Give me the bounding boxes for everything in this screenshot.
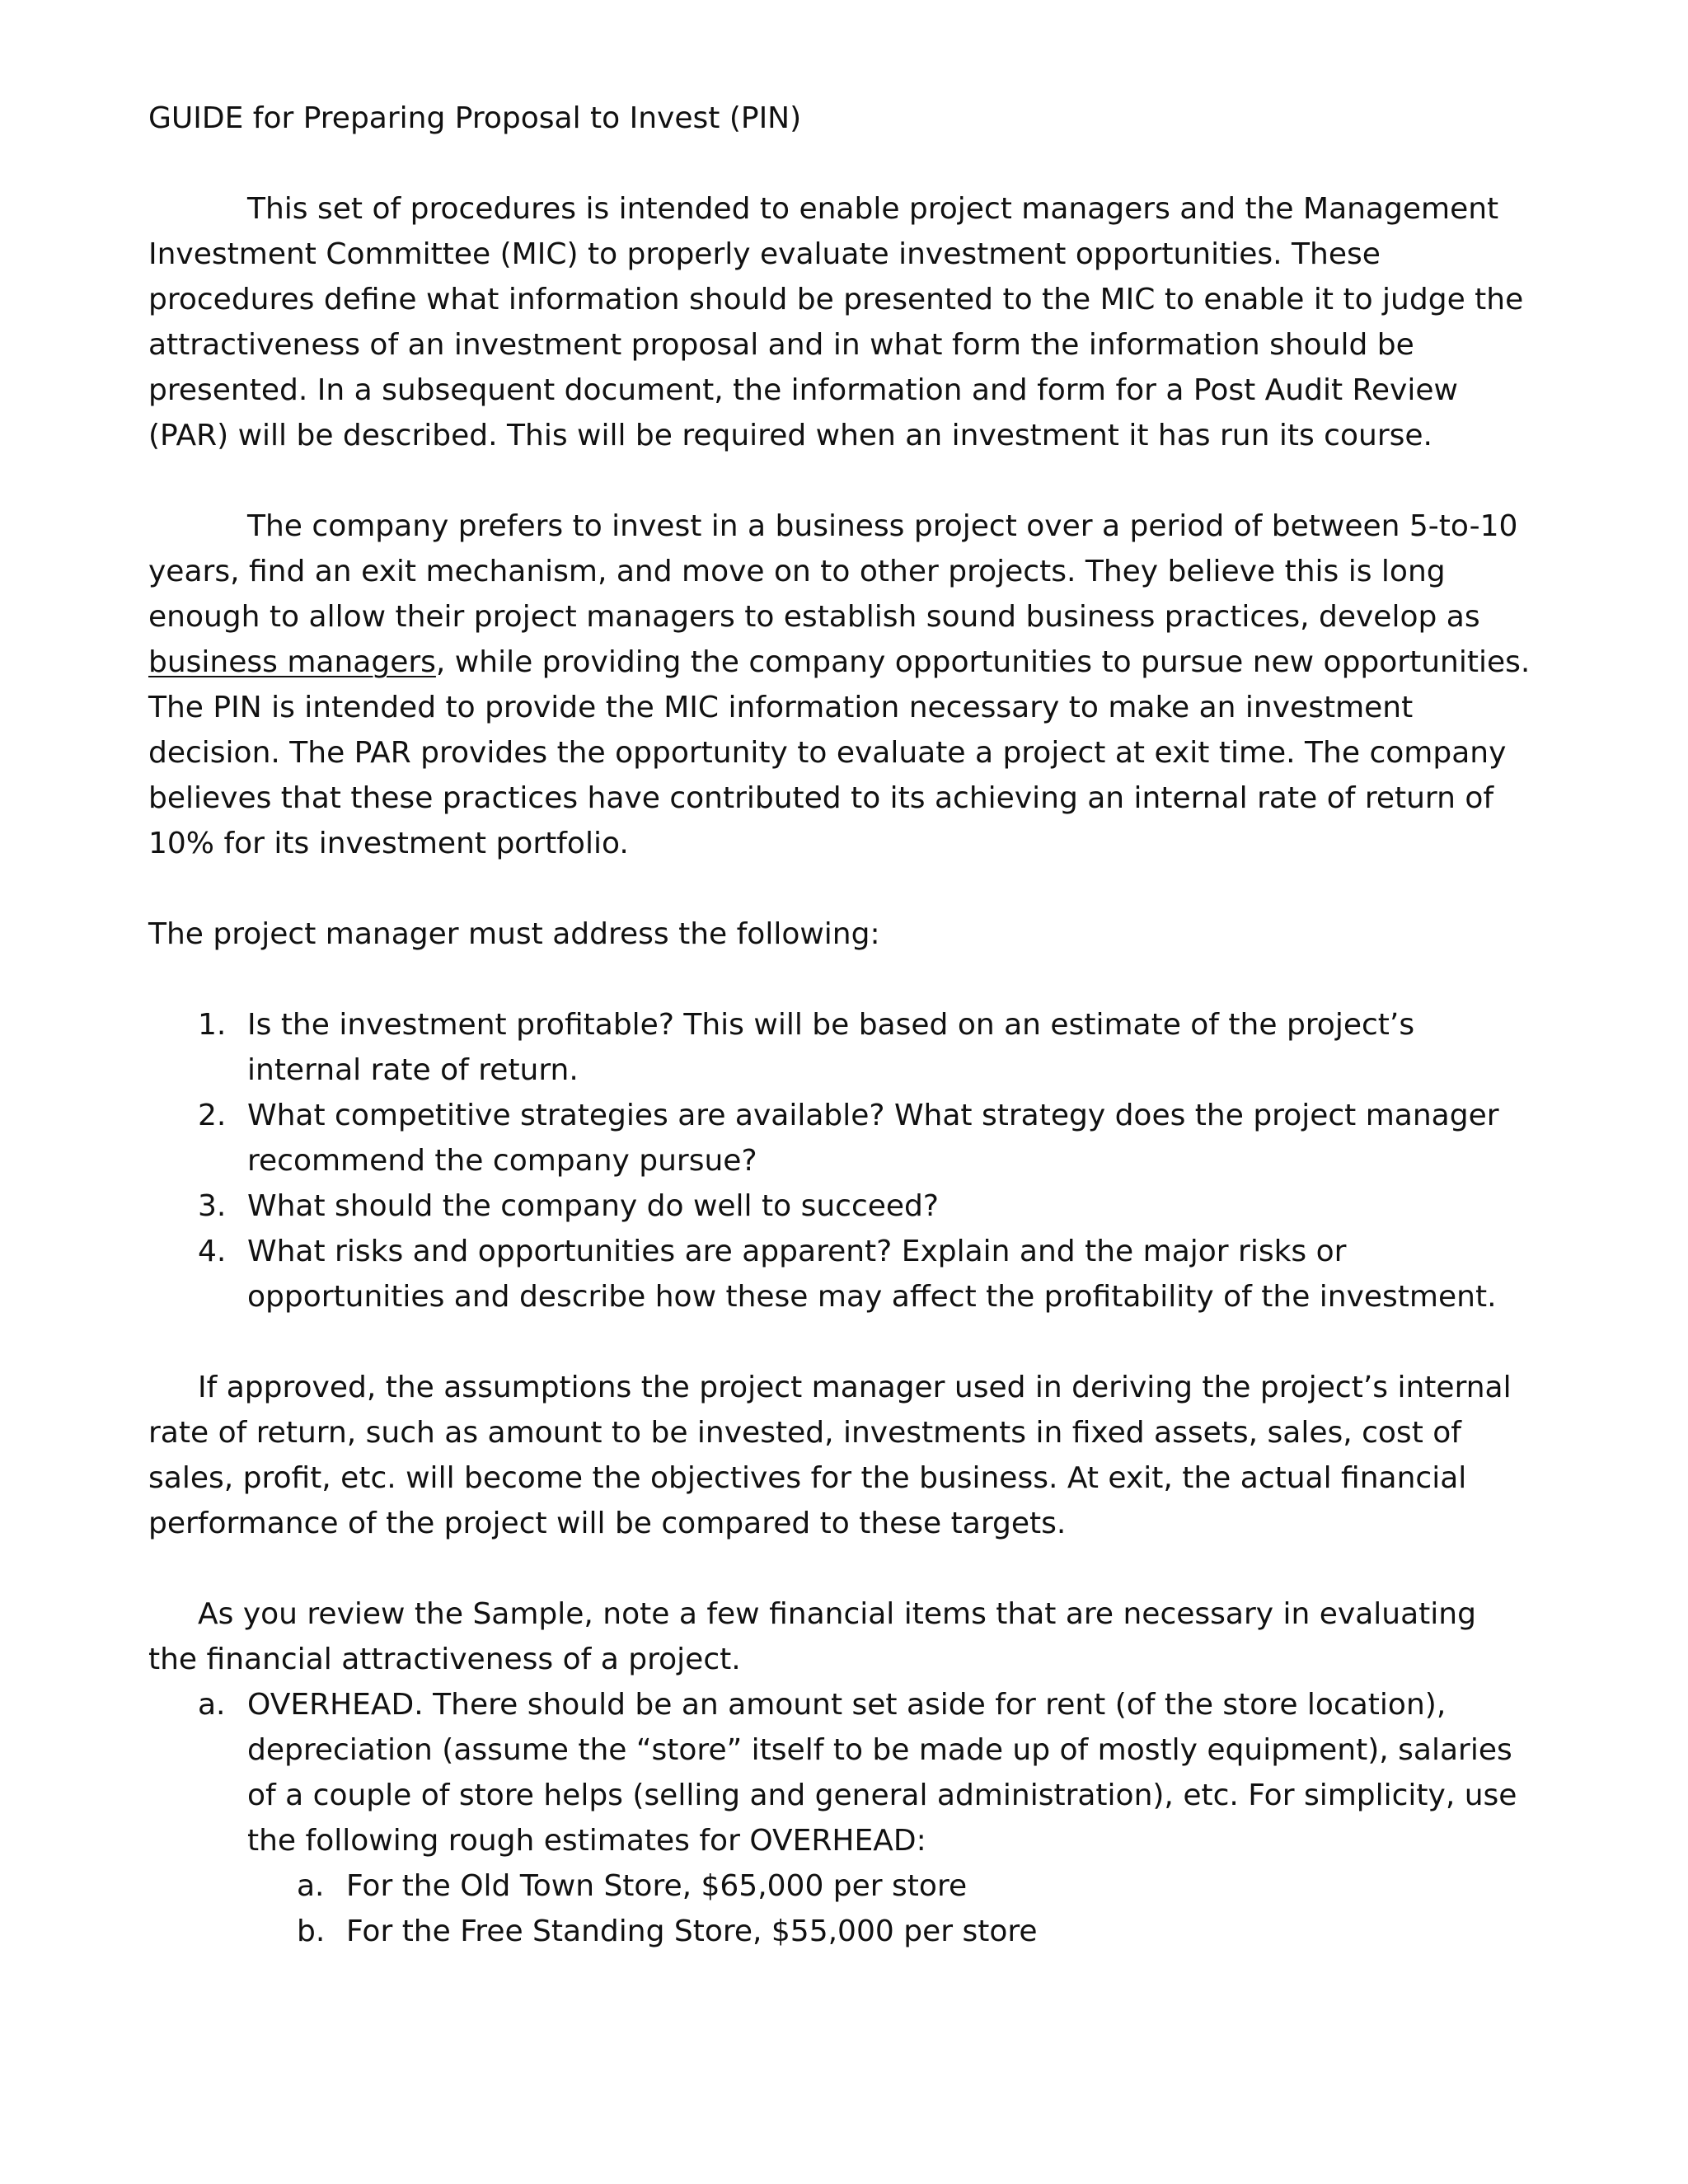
requirement-text: Is the investment profitable? This will be based on an estimate of the project’s internal rate of return.: [247, 1008, 1415, 1087]
document-title: GUIDE for Preparing Proposal to Invest (PIN): [148, 101, 802, 135]
requirement-text: What should the company do well to succeed?: [247, 1189, 939, 1223]
list-marker: 1.: [198, 1008, 227, 1042]
requirement-item: [148, 1229, 1533, 1319]
financial-items-list: [148, 1682, 1533, 1954]
overhead-item: [148, 1682, 1533, 1954]
list-marker: b.: [297, 1915, 326, 1948]
company-paragraph-text-before: The company prefers to invest in a business project over a period of between 5-to-10 years, find an exit mechanism, and move on to other projects. They believe this is long enough to allow their project managers to establish sound business practices, develop as: [148, 509, 1518, 634]
requirement-item: [148, 1093, 1533, 1183]
address-intro: The project manager must address the following:: [148, 917, 880, 951]
business-managers-underlined-text: business managers: [148, 645, 436, 679]
company-paragraph-text-after: , while providing the company opportunities to pursue new opportunities. The PIN is intended to provide the MIC information necessary to make an investment decision. The PAR provides the opportunity to evaluate a project at exit time. The company believes that these practices have contributed to its achieving an internal rate of return of 10% for its investment portfolio.: [148, 645, 1531, 860]
list-marker: 4.: [198, 1235, 227, 1268]
requirement-item: [148, 1183, 1533, 1229]
requirement-item: [148, 1002, 1533, 1093]
list-marker: 2.: [198, 1099, 227, 1132]
approval-paragraph: If approved, the assumptions the project manager used in deriving the project’s internal rate of return, such as amount to be invested, investments in fixed assets, sales, cost of sales, profit, etc. will become the objectives for the business. At exit, the actual financial performance of the project will be compared to these targets.: [148, 1371, 1512, 1540]
overhead-estimate-text: For the Free Standing Store, $55,000 per store: [346, 1915, 1038, 1948]
requirement-text: What competitive strategies are available? What strategy does the project manager recommend the company pursue?: [247, 1099, 1499, 1178]
list-marker: 3.: [198, 1189, 227, 1223]
overhead-estimates-list: [247, 1863, 1533, 1954]
document-content: [148, 96, 1533, 1954]
company-paragraph: [148, 504, 1533, 866]
overhead-estimate-item: [247, 1909, 1533, 1954]
overhead-estimate-text: For the Old Town Store, $65,000 per store: [346, 1869, 968, 1903]
sample-paragraph: As you review the Sample, note a few financial items that are necessary in evaluating the financial attractiveness of a project.: [148, 1597, 1476, 1676]
list-marker: a.: [198, 1688, 226, 1722]
overhead-text: OVERHEAD. There should be an amount set aside for rent (of the store location), depreciation (assume the “store” itself to be made up of mostly equipment), salaries of a couple of store helps (selling and general administration), etc. For simplicity, use the following rough estimates for OVERHEAD:: [247, 1688, 1517, 1858]
requirements-list: [148, 1002, 1533, 1319]
list-marker: a.: [297, 1869, 325, 1903]
intro-paragraph: This set of procedures is intended to enable project managers and the Management Investment Committee (MIC) to properly evaluate investment opportunities. These procedures define what information should be presented to the MIC to enable it to judge the attractiveness of an investment proposal and in what form the information should be presented. In a subsequent document, the information and form for a Post Audit Review (PAR) will be described. This will be required when an investment it has run its course.: [148, 192, 1524, 452]
requirement-text: What risks and opportunities are apparent? Explain and the major risks or opportunities and describe how these may affect the profitability of the investment.: [247, 1235, 1497, 1314]
overhead-estimate-item: [247, 1863, 1533, 1909]
